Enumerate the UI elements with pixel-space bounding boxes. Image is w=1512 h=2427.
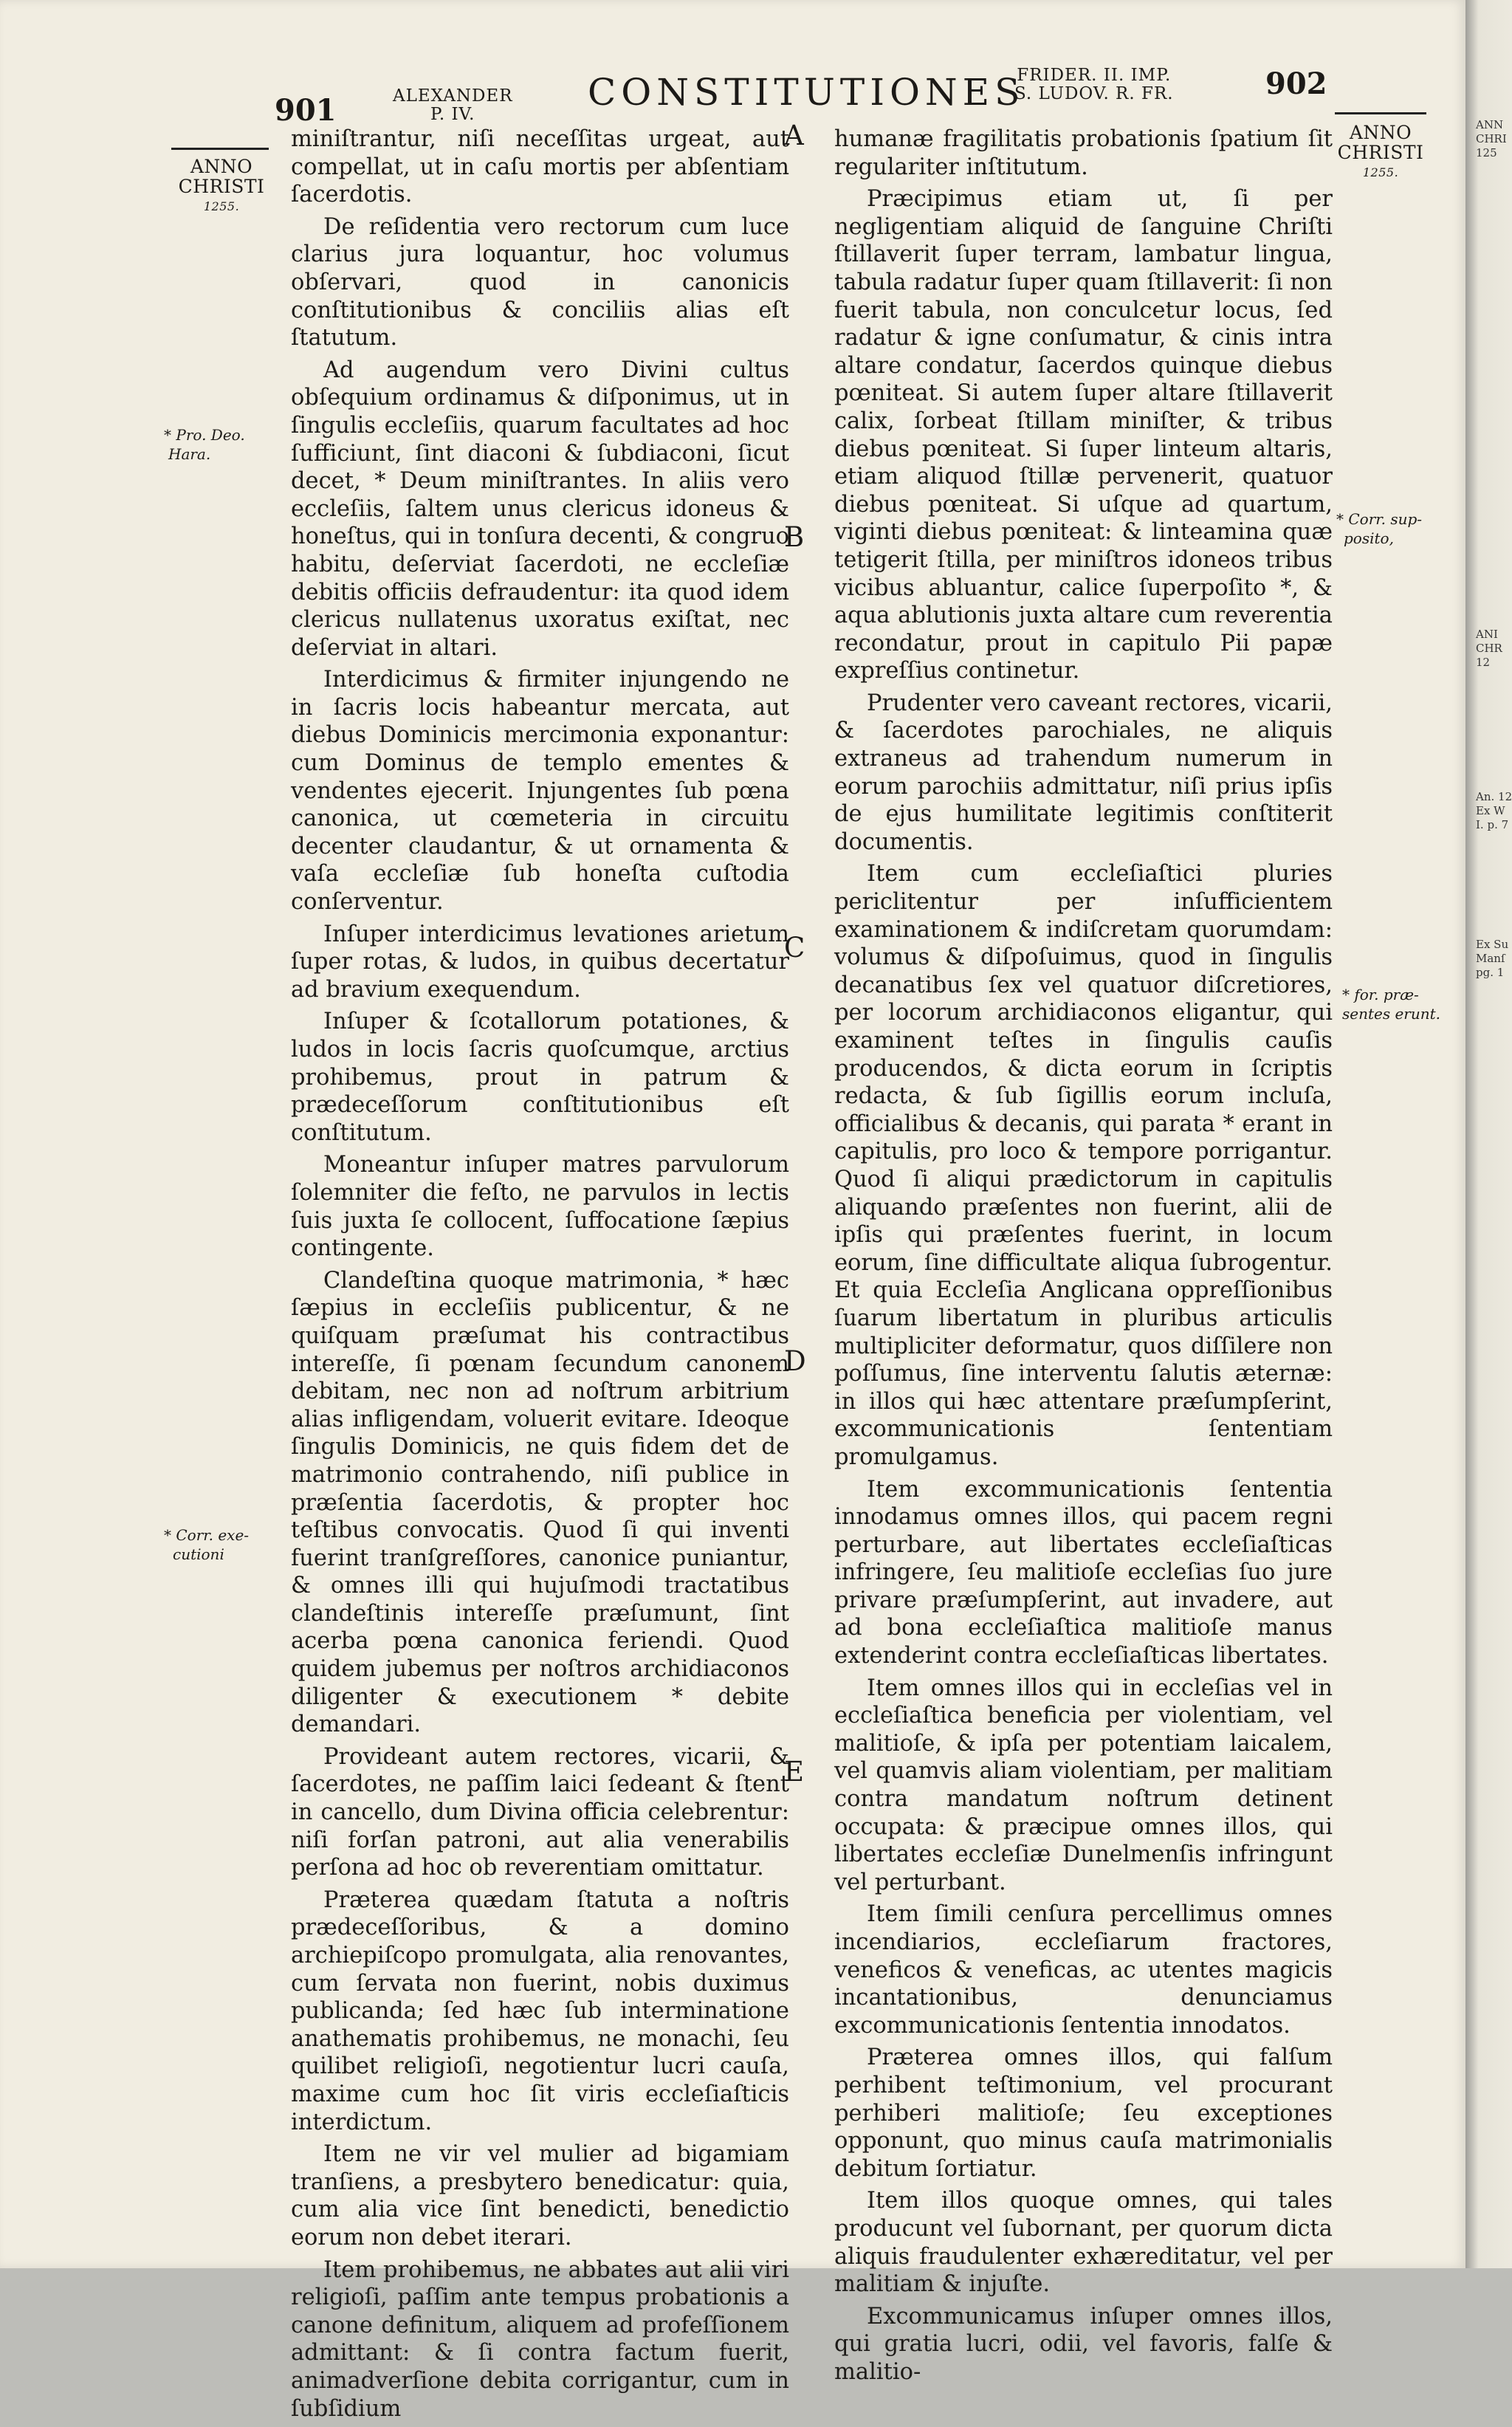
section-letter: A (784, 120, 804, 151)
paragraph: Item ſimili cenſura percellimus omnes incendiarios, eccleſiarum fractores, veneficos & veneficas, ac utentes magicis incantationibus, denunciamus excommunicationis ſententia innodatos. (834, 1901, 1333, 2039)
note-line: * for. præ- (1342, 986, 1419, 1003)
right-margin-note (1342, 985, 1440, 1023)
right-margin-note (1336, 509, 1422, 548)
paragraph: De reſidentia vero rectorum cum luce clarius jura loquantur, hoc volumus obſervari, quod in canonicis conſtitutionibus & conciliis alias eſt ſtatutum. (291, 213, 789, 351)
paragraph: Inſuper interdicimus levationes arietum ſuper rotas, & ludos, in quibus decertatur ad bravium exequendum. (291, 921, 789, 1003)
paragraph: Item ne vir vel mulier ad bigamiam tranſiens, a presbytero benedicatur: quia, cum alia vice ſint benedicti, benedictio eorum non debet iterari. (291, 2141, 789, 2251)
right-running-title (1014, 66, 1174, 103)
left-running-title (393, 87, 513, 124)
paragraph: Moneantur inſuper matres parvulorum ſolemniter die feſto, ne parvulos in lectis ſuis juxta ſe collocent, ſuffocatione ſæpius contingente. (291, 1152, 789, 1262)
right-header-rule (1335, 112, 1426, 114)
left-text-column (291, 126, 789, 2427)
paragraph: Item prohibemus, ne abbates aut alii viri religioſi, paſſim ante tempus probationis a canone definitum, aliquem ad profeſſionem admittant: & ſi contra factum fuerit, animadverſione debita corrigantur, cum in ſubſidium (291, 2256, 789, 2422)
next-page-fragment: ANI CHR 12 (1476, 628, 1502, 669)
section-letter: B (784, 521, 805, 553)
left-page-number: 901 (275, 93, 337, 128)
paragraph: Præcipimus etiam ut, ſi per negligentiam aliquid de ſanguine Chriſti ſtillaverit ſuper terram, lambatur lingua, tabula radatur ſuper quam ſtillaverit: ſi non fuerit tabula, non conculcetur locus, ſed radatur & igne conſumatur, & cinis intra altare condatur, ſacerdos quinque diebus pœniteat. Si autem ſuper altare ſtillaverit calix, ſorbeat ſtillam miniſter, & tribus diebus pœniteat. Si ſuper linteum altaris, etiam aliquod ſtillæ pervenerit, quatuor diebus pœniteat. Si uſque ad quartum, viginti diebus pœniteat: & linteamina quæ tetigerit ſtilla, per miniſtros idoneos tribus vicibus abluantur, calice ſuperpoſito *, & aqua ablutionis juxta altare cum reverentia recondatur, prout in capitulo Pii papæ expreſſius continetur. (834, 186, 1333, 684)
note-line: * Pro. Deo. (164, 426, 245, 444)
paragraph: Item cum eccleſiaſtici pluries periclitentur per inſufficientem examinationem & indiſcretam quorumdam: volumus & diſpoſuimus, quod in ſingulis decanatibus ſex vel quatuor diſcretiores, per locorum archidiaconos eligantur, qui examinent teſtes in ſingulis cauſis producendos, & dicta eorum in ſcriptis redacta, & ſub ſigillis eorum incluſa, officialibus & decanis, qui parata * erant in capitulis, pro loco & tempore porrigantur. Quod ſi aliqui prædictorum in capitulis aliquando præſentes non fuerint, alii de ipſis qui præſentes fuerint, in locum eorum, ſine difficultate aliqua ſubrogentur. Et quia Eccleſia Anglicana oppreſſionibus ſuarum libertatum in pluribus articulis multipliciter deformatur, quos diſſilere non poſſumus, ſine interventu ſalutis æternæ: in illos qui hæc attentare præſumpſerint, excommunicationis ſententiam promulgamus. (834, 861, 1333, 1470)
paragraph: miniſtrantur, niſi neceſſitas urgeat, aut compellat, ut in caſu mortis per abſentiam ſacerdotis. (291, 126, 789, 208)
right-year: 1255. (1362, 165, 1399, 179)
note-line: posito, (1344, 529, 1394, 547)
paragraph: Ad augendum vero Divini cultus obſequium ordinamus & diſponimus, ut in ſingulis eccleſiis, quarum facultates ad hoc ſufficiunt, ſint diaconi & ſubdiaconi, ſicut decet, * Deum miniſtrantes. In aliis vero eccleſiis, ſaltem unus clericus idoneus & honeſtus, qui in tonſura decenti, & congruo habitu, deſerviat ſacerdoti, ne eccleſiæ debitis officiis defraudentur: ita quod idem clericus nullatenus uxoratus exiſtat, nec deſerviat in altari. (291, 357, 789, 661)
right-title-line2: S. LUDOV. R. FR. (1014, 84, 1174, 103)
paragraph: Item excommunicationis ſententia innodamus omnes illos, qui pacem regni perturbare, aut libertates eccleſiaſticas infringere, ſeu malitioſe eccleſias ſuo jure privare præſumpſerint, aut invadere, aut ad bona eccleſiaſtica malitioſe manus extenderint contra eccleſiaſticas libertates. (834, 1476, 1333, 1669)
left-year-label (176, 157, 267, 216)
note-line: Hara. (168, 445, 211, 463)
note-line: * Corr. sup- (1336, 510, 1423, 528)
note-line: * Corr. exe- (164, 1526, 250, 1544)
paragraph: Item omnes illos qui in eccleſias vel in eccleſiaſtica beneficia per violentiam, vel malitioſe, & ipſa per potentiam laicalem, vel quamvis aliam violentiam, per malitiam contra mandatum noſtrum detinent occupata: & præcipue omnes illos, qui libertates eccleſiæ Dunelmenſis infringunt vel perturbant. (834, 1675, 1333, 1895)
left-title-line2: P. IV. (430, 105, 475, 124)
section-letter: E (784, 1756, 805, 1788)
left-margin-note (164, 425, 245, 464)
paragraph: Præterea quædam ſtatuta a noſtris prædeceſſoribus, & a domino archiepiſcopo promulgata, alia renovantes, cum ſervata non fuerint, nobis duximus publicanda; ſed hæc ſub interminatione anathematis prohibemus, ne monachi, ſeu quilibet religioſi, negotientur lucri cauſa, maxime cum hoc ſit viris eccleſiaſticis interdictum. (291, 1887, 789, 2135)
paragraph: Interdicimus & firmiter injungendo ne in ſacris locis habeantur mercata, aut diebus Dominicis mercimonia exponantur: cum Dominus de templo ementes & vendentes ejecerit. Injungentes ſub pœna canonica, ut cœmeteria in circuitu decenter claudantur, & ut ornamenta & vaſa eccleſiæ ſub honeſta cuſtodia conſerventur. (291, 667, 789, 916)
left-header-rule (171, 148, 269, 150)
left-margin-note (164, 1525, 249, 1564)
right-year-label (1335, 123, 1426, 182)
right-page-number: 902 (1265, 66, 1327, 101)
running-head-title: CONSTITUTIONES (588, 71, 1025, 114)
left-year: 1255. (203, 199, 240, 213)
left-year-label-line1: ANNO (190, 156, 253, 177)
next-page-fragment: Ex Su Manſ pg. 1 (1476, 938, 1509, 979)
left-year-label-line2: CHRISTI (178, 176, 265, 197)
paragraph: Provideant autem rectores, vicarii, & ſacerdotes, ne paſſim laici ſedeant & ſtent in cancello, dum Divina officia celebrentur: niſi forſan patroni, aut alia venerabilis perſona ad hoc ob reverentiam omittatur. (291, 1743, 789, 1881)
paragraph: Præterea omnes illos, qui falſum perhibent teſtimonium, vel procurant perhiberi malitioſe; ſeu exceptiones opponunt, quo minus cauſa matrimonialis debitum ſortiatur. (834, 2045, 1333, 2182)
right-title-line1: FRIDER. II. IMP. (1017, 66, 1172, 85)
next-page-edge (1465, 0, 1512, 2268)
section-letter: D (784, 1345, 806, 1377)
note-line: sentes erunt. (1342, 1005, 1441, 1023)
right-year-label-line1: ANNO (1349, 122, 1412, 143)
paragraph: Inſuper & ſcotallorum potationes, & ludos in locis ſacris quoſcumque, arctius prohibemus, prout in patrum & prædeceſſorum conſtitutionibus eſt conſtitutum. (291, 1009, 789, 1146)
note-line: cutioni (173, 1545, 224, 1563)
paragraph: humanæ fragilitatis probationis ſpatium ſit regulariter inſtitutum. (834, 126, 1333, 180)
paragraph: Prudenter vero caveant rectores, vicarii, & ſacerdotes parochiales, ne aliquis extraneus ad trahendum numerum in eorum parochiis admittatur, niſi prius ipſis de ejus humilitate legitimis conſtiterit documentis. (834, 690, 1333, 855)
right-year-label-line2: CHRISTI (1337, 142, 1424, 163)
paragraph: Item illos quoque omnes, qui tales producunt vel ſubornant, per quorum dicta aliquis fraudulenter exhæreditatur, vel per malitiam & injuſte. (834, 2188, 1333, 2298)
next-page-fragment: An. 12 Ex W I. p. 7 (1476, 790, 1512, 831)
left-title-line1: ALEXANDER (393, 86, 513, 106)
paragraph: Clandeſtina quoque matrimonia, * hæc ſæpius in eccleſiis publicentur, & ne quiſquam præſumat his contractibus intereſſe, ſi pœnam ſecundum canonem debitam, nec non ad noſtrum arbitrium alias infligendam, voluerit evitare. Ideoque ſingulis Dominicis, ne quis fidem det de matrimonio contrahendo, niſi publice in præſentia ſacerdotis, & propter hoc teſtibus convocatis. Quod ſi qui inventi fuerint tranſgreſſores, canonice puniantur, & omnes illi qui hujuſmodi tractatibus clandeſtinis intereſſe præſumunt, ſint acerba pœna canonica feriendi. Quod quidem jubemus per noſtros archidiaconos diligenter & executionem * debite demandari. (291, 1267, 789, 1738)
next-page-fragment: ANN CHRI 125 (1476, 118, 1507, 159)
paragraph: Excommunicamus inſuper omnes illos, qui gratia lucri, odii, vel favoris, falſe & malitio- (834, 2303, 1333, 2385)
section-letter: C (784, 932, 805, 964)
right-text-column (834, 126, 1333, 2391)
